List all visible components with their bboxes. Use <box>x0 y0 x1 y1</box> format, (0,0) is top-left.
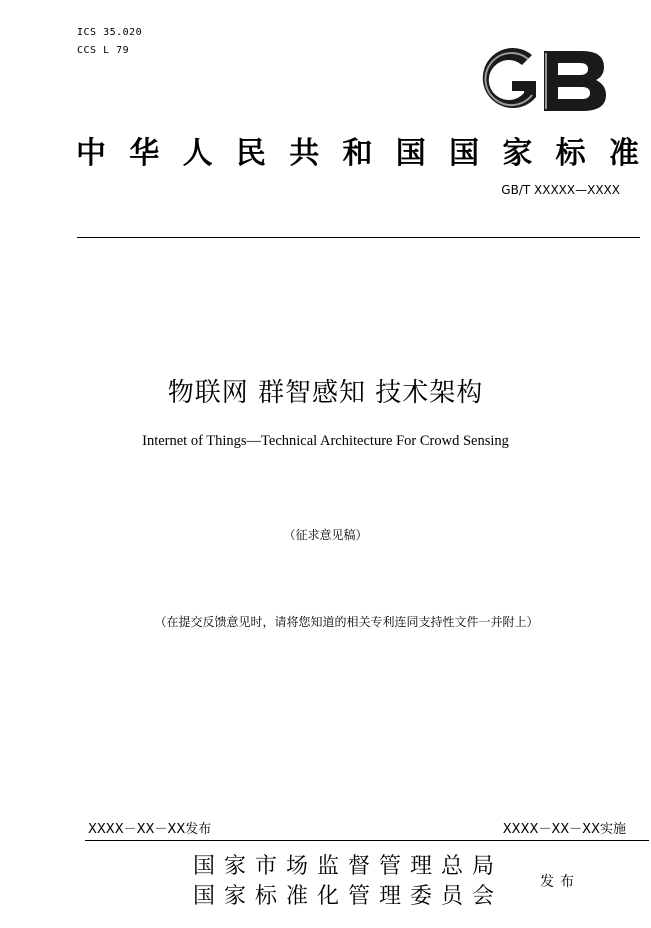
standard-title-char: 准 <box>608 136 639 171</box>
standard-number: GB/T XXXXX—XXXX <box>501 183 620 197</box>
header-divider <box>77 237 640 238</box>
standard-title-char: 华 <box>129 136 160 171</box>
gb-logo-g <box>483 48 536 108</box>
issue-label: 发布 <box>540 874 580 890</box>
patent-note: （在提交反馈意见时，请将您知道的相关专利连同支持性文件一并附上） <box>154 615 539 629</box>
standard-title-char: 国 <box>395 136 426 171</box>
standard-title-char: 中 <box>76 136 106 171</box>
standard-title-char: 国 <box>449 136 480 171</box>
standard-title-char: 共 <box>289 136 320 171</box>
ccs-code: CCS L 79 <box>77 45 130 56</box>
document-title-chinese: 物联网 群智感知 技术架构 <box>167 378 484 408</box>
standard-title <box>76 128 639 172</box>
standard-title-char: 家 <box>502 136 533 171</box>
footer-divider <box>85 840 649 841</box>
standard-title-char: 人 <box>182 136 213 171</box>
gb-logo <box>470 45 608 117</box>
document-title-english: Internet of Things—Technical Architecture For Crowd Sensing <box>142 433 509 449</box>
standard-title-char: 和 <box>342 136 373 171</box>
gb-logo-b <box>544 51 606 111</box>
implement-date: XXXX－XX－XX实施 <box>502 822 626 837</box>
ics-code: ICS 35.020 <box>77 27 143 38</box>
standard-title-char: 标 <box>555 136 586 171</box>
issuing-authorities <box>193 852 503 912</box>
draft-stage-label: （征求意见稿） <box>283 528 368 542</box>
authority-line: 国家市场监督管理总局 <box>193 854 504 879</box>
publish-date: XXXX－XX－XX发布 <box>88 822 212 837</box>
standard-title-char: 民 <box>235 136 266 171</box>
authority-line: 国家标准化管理委员会 <box>193 884 504 909</box>
